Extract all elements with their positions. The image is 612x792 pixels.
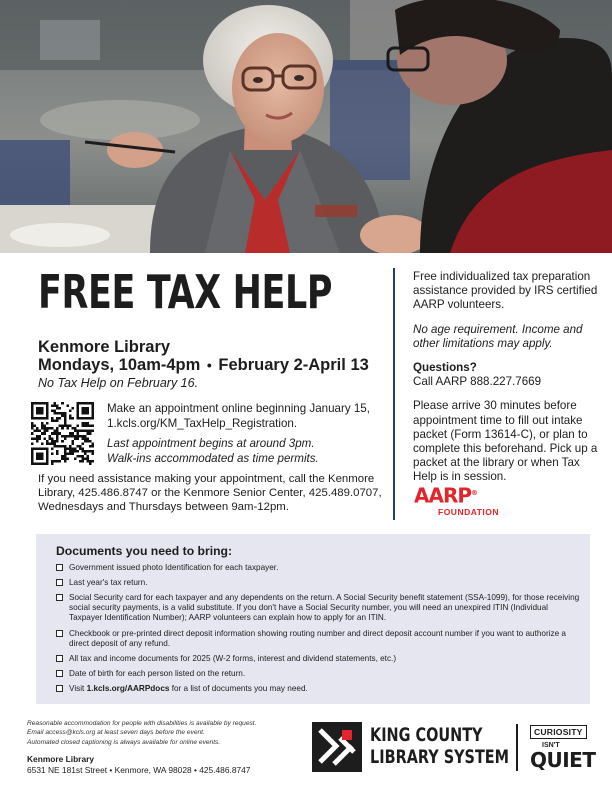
kcls-wordmark: KING COUNTY LIBRARY SYSTEM	[370, 724, 510, 768]
documents-heading: Documents you need to bring:	[56, 544, 233, 558]
hero-photo	[0, 0, 612, 253]
arrival-instructions: Please arrive 30 minutes before appointment time to fill out intake packet (Form 13614-C), or plan to complete this beforehand. Pick up a packet at the library or when Tax Help is in session.	[413, 399, 598, 484]
accommodation-note: Reasonable accommodation for people with disabilities is available by request.	[27, 720, 257, 727]
assistance-text: If you need assistance making your appointment, call the Kenmore Library, 425.486.8747 or the Kenmore Senior Center, 425.489.0707, Wednesdays and Thursdays between 9am-12pm.	[38, 473, 382, 513]
document-item: Government issued photo Identification for each taxpayer.	[56, 563, 581, 573]
registration-link[interactable]: 1.kcls.org/KM_TaxHelp_Registration.	[107, 416, 298, 430]
checkbox-icon	[56, 630, 63, 637]
checkbox-icon	[56, 685, 63, 692]
footer-library-name: Kenmore Library	[27, 754, 95, 764]
questions-heading: Questions?	[413, 361, 477, 375]
captioning-note: Automated closed captioning is always available for online events.	[27, 738, 221, 746]
qr-code[interactable]	[31, 402, 94, 465]
documents-list	[56, 563, 581, 699]
appointment-info	[107, 402, 387, 466]
aarp-wordmark: AARP®	[414, 483, 478, 508]
accessibility-notes	[27, 719, 302, 747]
last-appointment-note: Last appointment begins at around 3pm.	[107, 437, 315, 450]
questions-phone: Call AARP 888.227.7669	[413, 375, 542, 389]
checkbox-icon	[56, 594, 63, 601]
logo-divider	[516, 724, 518, 771]
schedule-dates: February 2-April 13	[218, 356, 369, 374]
checkbox-icon	[56, 670, 63, 677]
page-title: FREE TAX HELP	[38, 265, 333, 319]
email-note: Email access@kcls.org at least seven days before the event.	[27, 729, 205, 737]
column-divider	[393, 268, 395, 520]
checkbox-icon	[56, 564, 63, 571]
documents-box	[36, 534, 590, 704]
schedule-line	[38, 356, 369, 375]
kcls-logo-icon	[312, 722, 362, 772]
location-name: Kenmore Library	[38, 338, 171, 356]
eligibility-note: No age requirement. Income and other limitations may apply.	[413, 322, 583, 350]
document-item: All tax and income documents for 2025 (W-2 forms, interest and dividend statements, etc.)	[56, 654, 581, 664]
sidebar-info	[413, 270, 598, 495]
document-item: Checkbook or pre-printed direct deposit information showing routing number and direct deposit account number if you want to authorize a direct deposit of any refund.	[56, 629, 581, 649]
schedule-separator: •	[206, 357, 212, 373]
program-intro: Free individualized tax preparation assistance provided by IRS certified AARP volunteers.	[413, 270, 598, 312]
document-item: Social Security card for each taxpayer and any dependents on the return. A Social Security benefit statement (SSA-1099), for those receiving social security payments, is a valid substitute. If you don't have a Social Security number, you will need an unexpired ITIN (Individual Taxpayer Identification Number); AARP volunteers can explain how to apply for an ITIN.	[56, 593, 581, 623]
document-item: Visit 1.kcls.org/AARPdocs for a list of documents you may need.	[56, 684, 581, 694]
curiosity-logo: CURIOSITY ISN'T QUIET	[530, 727, 596, 772]
aarp-foundation-logo	[414, 483, 499, 517]
document-item: Last year's tax return.	[56, 578, 581, 588]
schedule-days: Mondays, 10am-4pm	[38, 356, 201, 374]
appointment-line: Make an appointment online beginning January 15,	[107, 402, 370, 415]
checkbox-icon	[56, 655, 63, 662]
aarp-foundation-label: FOUNDATION	[438, 506, 500, 517]
checkbox-icon	[56, 579, 63, 586]
document-item: Date of birth for each person listed on the return.	[56, 669, 581, 679]
footer-address: 6531 NE 181st Street • Kenmore, WA 98028 • 425.486.8747	[27, 765, 251, 775]
documents-link[interactable]: 1.kcls.org/AARPdocs	[86, 684, 170, 694]
walkin-note: Walk-ins accommodated as time permits.	[107, 451, 319, 465]
no-help-note: No Tax Help on February 16.	[38, 376, 199, 390]
